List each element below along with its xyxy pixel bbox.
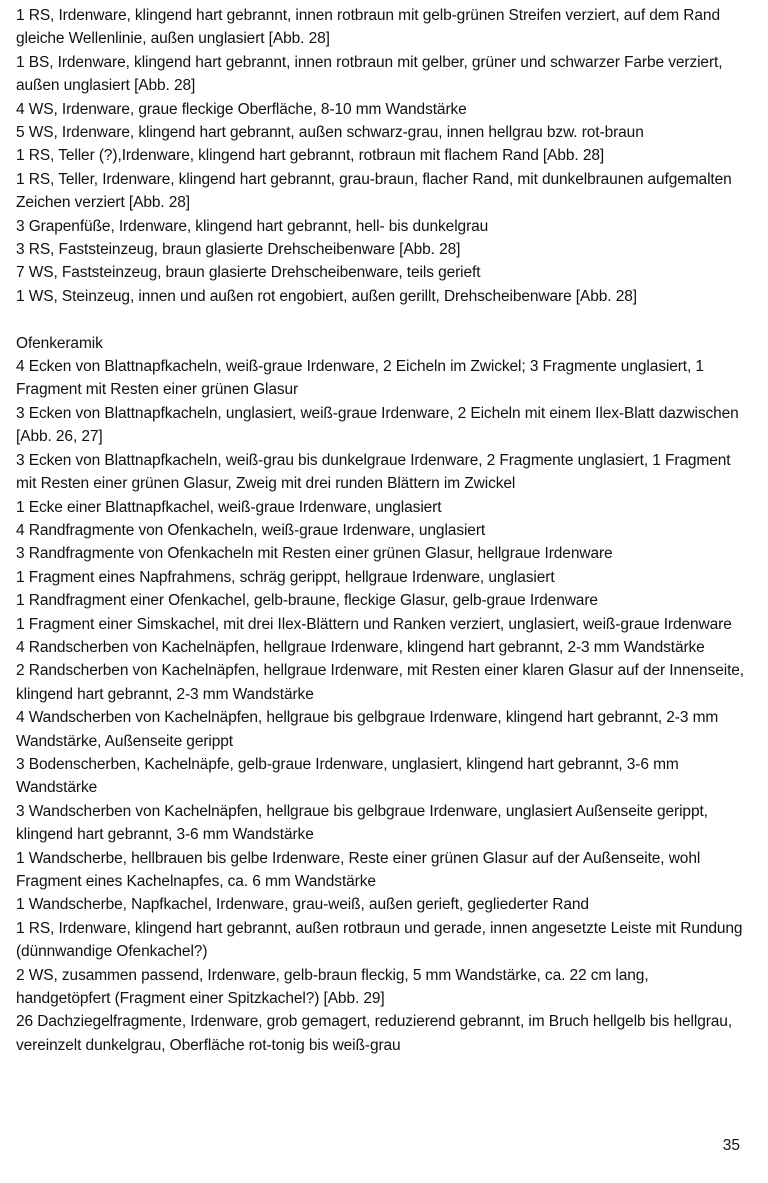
list-item: 4 Randscherben von Kachelnäpfen, hellgraue Irdenware, klingend hart gebrannt, 2-3 mm Wandstärke <box>16 638 705 656</box>
find-list-ceramics <box>16 4 746 308</box>
list-item: 1 Fragment eines Napfrahmens, schräg gerippt, hellgraue Irdenware, unglasiert <box>16 568 555 586</box>
list-item: 3 Wandscherben von Kachelnäpfen, hellgraue bis gelbgraue Irdenware, unglasiert Außenseite gerippt, klingend hart gebrannt, 3-6 mm Wandstärke <box>16 802 708 844</box>
list-item: 2 Randscherben von Kachelnäpfen, hellgraue Irdenware, mit Resten einer klaren Glasur auf der Innenseite, klingend hart gebrannt, 2-3 mm Wandstärke <box>16 662 745 703</box>
list-item: 4 Randfragmente von Ofenkacheln, weiß-graue Irdenware, unglasiert <box>16 521 486 539</box>
list-item: 26 Dachziegelfragmente, Irdenware, grob gemagert, reduzierend gebrannt, im Bruch hellgelb bis hellgrau, vereinzelt dunkelgrau, Oberfläche rot-tonig bis weiß-grau <box>16 1013 733 1054</box>
list-item: 1 RS, Teller, Irdenware, klingend hart gebrannt, grau-braun, flacher Rand, mit dunkelbraunen aufgemalten Zeichen verziert [Abb. 28] <box>16 170 732 212</box>
list-item: 1 Ecke einer Blattnapfkachel, weiß-graue Irdenware, unglasiert <box>16 498 442 516</box>
list-item: 1 RS, Irdenware, klingend hart gebrannt, innen rotbraun mit gelb-grünen Streifen verziert, auf dem Rand gleiche Wellenlinie, außen unglasiert [Abb. 28] <box>16 7 720 48</box>
list-item: 7 WS, Faststeinzeug, braun glasierte Drehscheibenware, teils gerieft <box>16 264 481 282</box>
list-item: 3 Grapenfüße, Irdenware, klingend hart gebrannt, hell- bis dunkelgrau <box>16 217 489 235</box>
section-heading: Ofenkeramik <box>16 334 103 352</box>
list-item: 1 BS, Irdenware, klingend hart gebrannt, innen rotbraun mit gelber, grüner und schwarzer Farbe verziert, außen unglasiert [Abb. 28] <box>16 53 723 95</box>
list-item: 3 Ecken von Blattnapfkacheln, unglasiert, weiß-graue Irdenware, 2 Eicheln mit einem Ilex-Blatt dazwischen [Abb. 26, 27] <box>16 404 739 446</box>
list-item: 4 Wandscherben von Kachelnäpfen, hellgraue bis gelbgraue Irdenware, klingend hart gebrannt, 2-3 mm Wandstärke, Außenseite gerippt <box>16 709 719 750</box>
page-number: 35 <box>722 1137 740 1154</box>
list-item: 1 WS, Steinzeug, innen und außen rot engobiert, außen gerillt, Drehscheibenware [Abb. 28] <box>16 287 637 305</box>
list-item: 1 Fragment einer Simskachel, mit drei Ilex-Blättern und Ranken verziert, unglasiert, weiß-graue Irdenware <box>16 615 732 633</box>
list-item: 4 WS, Irdenware, graue fleckige Oberfläche, 8-10 mm Wandstärke <box>16 100 467 118</box>
list-item: 1 Wandscherbe, hellbrauen bis gelbe Irdenware, Reste einer grünen Glasur auf der Außenseite, wohl Fragment eines Kachelnapfes, ca. 6 mm Wandstärke <box>16 849 701 891</box>
list-item: 1 RS, Irdenware, klingend hart gebrannt, außen rotbraun und gerade, innen angesetzte Leiste mit Rundung (dünnwandige Ofenkachel?) <box>16 919 743 961</box>
section-spacer <box>16 308 746 331</box>
list-item: 1 RS, Teller (?),Irdenware, klingend hart gebrannt, rotbraun mit flachem Rand [Abb. 28] <box>16 147 605 165</box>
list-item: 3 RS, Faststeinzeug, braun glasierte Drehscheibenware [Abb. 28] <box>16 241 461 259</box>
list-item: 2 WS, zusammen passend, Irdenware, gelb-braun fleckig, 5 mm Wandstärke, ca. 22 cm lang, handgetöpfert (Fragment einer Spitzkachel?) [Abb. 29] <box>16 966 649 1008</box>
list-item: 3 Bodenscherben, Kachelnäpfe, gelb-graue Irdenware, unglasiert, klingend hart gebrannt, 3-6 mm Wandstärke <box>16 755 679 797</box>
page-content <box>16 4 746 1057</box>
list-item: 1 Randfragment einer Ofenkachel, gelb-braune, fleckige Glasur, gelb-graue Irdenware <box>16 592 598 610</box>
list-item: 5 WS, Irdenware, klingend hart gebrannt, außen schwarz-grau, innen hellgrau bzw. rot-braun <box>16 124 644 142</box>
list-item: 3 Randfragmente von Ofenkacheln mit Resten einer grünen Glasur, hellgraue Irdenware <box>16 545 613 563</box>
find-list-ofenkeramik <box>16 332 746 1058</box>
list-item: 4 Ecken von Blattnapfkacheln, weiß-graue Irdenware, 2 Eicheln im Zwickel; 3 Fragmente unglasiert, 1 Fragment mit Resten einer grünen Glasur <box>16 358 704 399</box>
list-item: 3 Ecken von Blattnapfkacheln, weiß-grau bis dunkelgraue Irdenware, 2 Fragmente unglasiert, 1 Fragment mit Resten einer grünen Glasur, Zweig mit drei runden Blättern im Zwickel <box>16 451 731 493</box>
list-item: 1 Wandscherbe, Napfkachel, Irdenware, grau-weiß, außen gerieft, gegliederter Rand <box>16 896 589 914</box>
